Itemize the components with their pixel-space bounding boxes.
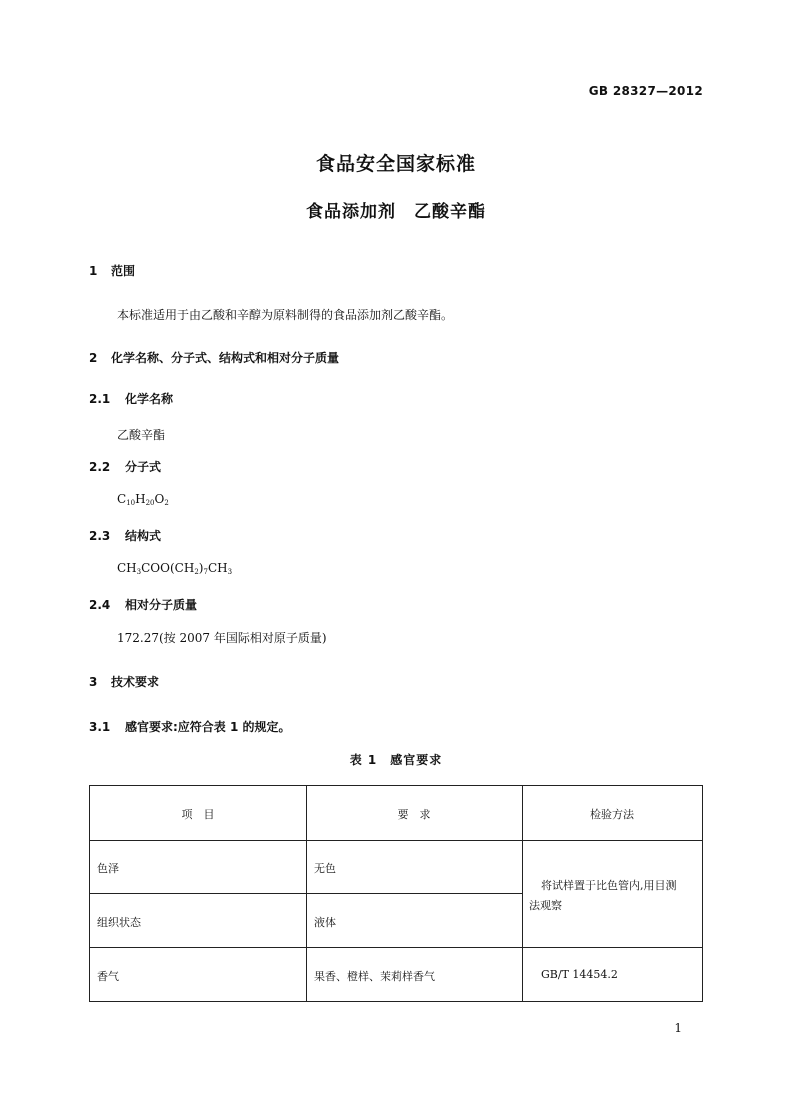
section-number: 2 <box>89 351 98 365</box>
section-2-heading <box>89 349 339 366</box>
table-cell-item: 组织状态 <box>97 916 141 929</box>
chemical-name: 乙酸辛酯 <box>117 428 166 442</box>
sensory-requirements-table <box>89 785 703 1002</box>
table-cell-method: GB/T 14454.2 <box>541 968 618 981</box>
molecular-weight: 172.27(按 2007 年国际相对原子质量) <box>117 631 327 645</box>
section-2-4-heading <box>89 596 197 613</box>
section-number: 3 <box>89 675 98 689</box>
table-header-item: 项 目 <box>181 808 215 821</box>
table-cell-method-line1: 将试样置于比色管内,用目测 <box>541 879 677 892</box>
section-2-2-heading <box>89 458 161 475</box>
section-2-1-heading <box>89 390 173 407</box>
molecular-formula: $C_{10}H_{20}O_2$ <box>117 492 169 507</box>
section-number: 1 <box>89 264 98 278</box>
section-3-heading <box>89 673 159 690</box>
table-header-method: 检验方法 <box>590 808 634 821</box>
sub-title: 食品添加剂 乙酸辛酯 <box>306 202 486 222</box>
section-title: 化学名称、分子式、结构式和相对分子质量 <box>111 351 340 365</box>
section-title: 分子式 <box>125 460 162 474</box>
section-title: 结构式 <box>125 529 162 543</box>
section-number: 3.1 <box>89 720 111 734</box>
table-cell-requirement: 果香、橙样、茉莉样香气 <box>314 970 435 983</box>
section-number: 2.4 <box>89 598 111 612</box>
page-number: 1 <box>674 1021 682 1035</box>
section-2-3-heading <box>89 527 161 544</box>
section-number: 2.3 <box>89 529 111 543</box>
section-title: 范围 <box>111 264 136 278</box>
table-cell-item: 香气 <box>97 970 119 983</box>
section-1-heading <box>89 262 135 279</box>
section-title: 化学名称 <box>125 392 174 406</box>
table-cell-item: 色泽 <box>97 862 119 875</box>
structural-formula: $CH_3COO(CH_2)_7CH_3$ <box>117 561 233 576</box>
section-number: 2.2 <box>89 460 111 474</box>
main-title: 食品安全国家标准 <box>315 153 476 175</box>
section-3-1-heading <box>89 718 291 735</box>
table-cell-requirement: 无色 <box>314 862 336 875</box>
section-1-text: 本标准适用于由乙酸和辛醇为原料制得的食品添加剂乙酸辛酯。 <box>117 308 454 322</box>
section-title: 相对分子质量 <box>125 598 198 612</box>
table-caption: 表 1 感官要求 <box>349 753 443 767</box>
section-title: 技术要求 <box>111 675 160 689</box>
standard-code: GB 28327—2012 <box>588 84 703 98</box>
table-header-requirement: 要 求 <box>397 808 431 821</box>
table-cell-requirement: 液体 <box>314 916 336 929</box>
section-title: 感官要求:应符合表 1 的规定。 <box>125 720 291 734</box>
section-number: 2.1 <box>89 392 111 406</box>
table-cell-method-line2: 法观察 <box>529 899 562 912</box>
